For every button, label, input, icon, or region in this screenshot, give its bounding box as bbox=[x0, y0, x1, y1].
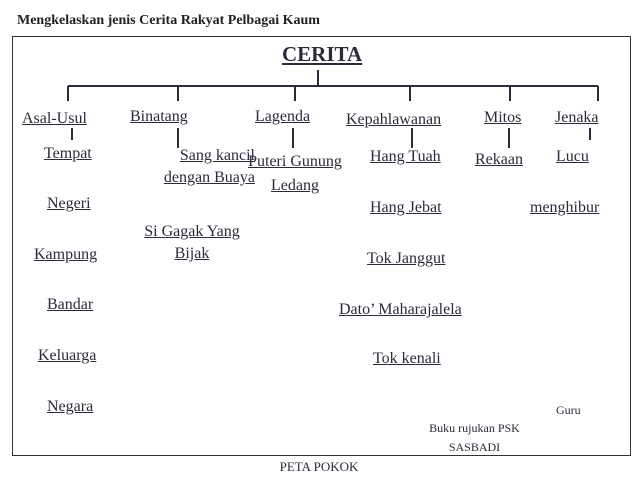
item-rekaan: Rekaan bbox=[475, 151, 523, 168]
guru-note: Guru bbox=[556, 403, 581, 417]
item-tempat: Tempat bbox=[44, 145, 92, 162]
category-jenaka: Jenaka bbox=[555, 109, 599, 126]
footer-caption: PETA POKOK bbox=[279, 459, 359, 474]
item-menghibur: menghibur bbox=[530, 199, 600, 216]
reference-line-1: Buku rujukan PSK bbox=[429, 421, 520, 435]
category-binatang: Binatang bbox=[130, 108, 188, 125]
item-puteri-gunung-ledang: Puteri Gunung Ledang bbox=[248, 153, 342, 194]
page-title: Mengkelaskan jenis Cerita Rakyat Pelbagai Kaum bbox=[17, 13, 320, 28]
item-hang-jebat: Hang Jebat bbox=[370, 199, 442, 216]
reference-note bbox=[402, 419, 547, 457]
item-hang-tuah: Hang Tuah bbox=[370, 148, 441, 165]
item-dato-maharajalela: Dato’ Maharajalela bbox=[339, 301, 462, 318]
item-tok-kenali: Tok kenali bbox=[373, 350, 441, 367]
item-si-gagak: Si Gagak Yang Bijak bbox=[144, 223, 240, 262]
item-kampung: Kampung bbox=[34, 246, 98, 263]
item-sang-kancil: Sang kancil dengan Buaya bbox=[163, 147, 255, 186]
category-kepahlawanan: Kepahlawanan bbox=[346, 111, 442, 128]
item-bandar: Bandar bbox=[47, 296, 94, 313]
category-asal-usul: Asal-Usul bbox=[22, 110, 87, 127]
item-negara: Negara bbox=[47, 398, 94, 415]
category-lagenda: Lagenda bbox=[255, 108, 311, 125]
item-negeri: Negeri bbox=[47, 195, 91, 212]
reference-line-2: SASBADI bbox=[448, 440, 501, 454]
item-keluarga: Keluarga bbox=[38, 347, 97, 364]
root-node: CERITA bbox=[282, 42, 363, 66]
item-lucu: Lucu bbox=[556, 148, 589, 165]
item-tok-janggut: Tok Janggut bbox=[367, 250, 446, 267]
category-mitos: Mitos bbox=[484, 109, 522, 126]
